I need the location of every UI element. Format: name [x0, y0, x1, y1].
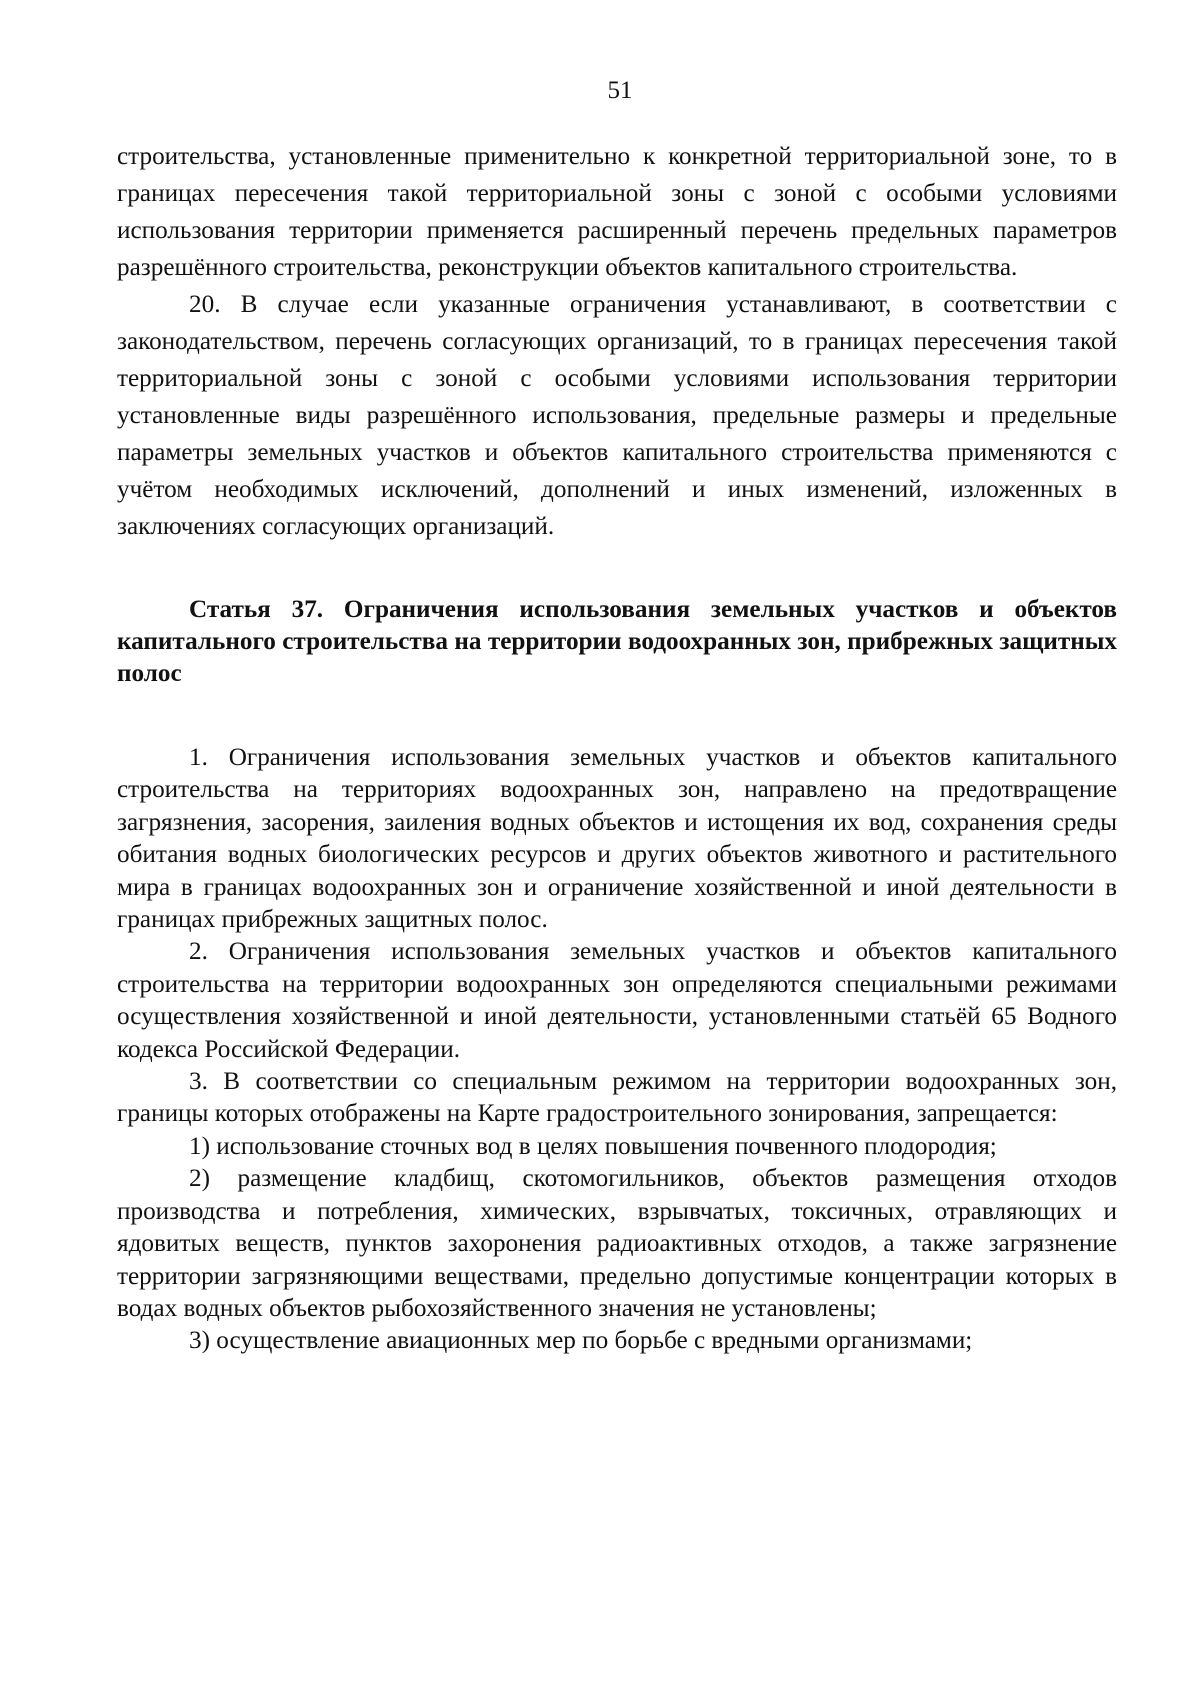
article-paragraph: 2. Ограничения использования земельных участков и объектов капитального строительства на территории водоохранных зон определяются специальными режимами осуществления хозяйственной и иной деятельности, установленными статьёй 65 Водного кодекса Российской Федерации. — [117, 938, 1117, 1063]
article-37-body — [117, 742, 1117, 1358]
page-number: 51 — [607, 77, 633, 104]
article-37-heading: Статья 37. Ограничения использования земельных участков и объектов капитального строительства на территории водоохранных зон, прибрежных защитных полос — [117, 596, 1117, 687]
list-item: 2) размещение кладбищ, скотомогильников, объектов размещения отходов производства и потребления, химических, взрывчатых, токсичных, отравляющих и ядовитых веществ, пунктов захоронения радиоактивных отходов, а также загрязнение территории загрязняющими веществами, предельно допустимые концентрации которых в водах водных объектов рыбохозяйственного значения не установлены; — [117, 1165, 1117, 1322]
article-paragraph: 1. Ограничения использования земельных участков и объектов капитального строительства на территориях водоохранных зон, направлено на предотвращение загрязнения, засорения, заиления водных объектов и истощения их вод, сохранения среды обитания водных биологических ресурсов и других объектов животного и растительного мира в границах водоохранных зон и ограничение хозяйственной и иной деятельности в границах прибрежных защитных полос. — [117, 744, 1117, 934]
continuation-paragraph: строительства, установленные применительно к конкретной территориальной зоне, то в границах пересечения такой территориальной зоны с зоной с особыми условиями использования территории применяется расширенный перечень предельных параметров разрешённого строительства, реконструкции объектов капитального строительства. — [117, 143, 1117, 281]
page-content — [117, 138, 1117, 1358]
list-item: 1) использование сточных вод в целях повышения почвенного плодородия; — [189, 1132, 997, 1160]
article-paragraph: 3. В соответствии со специальным режимом на территории водоохранных зон, границы которых отображены на Карте градостроительного зонирования, запрещается: — [117, 1068, 1117, 1128]
item-20-paragraph: 20. В случае если указанные ограничения устанавливают, в соответствии с законодательством, перечень согласующих организаций, то в границах пересечения такой территориальной зоны с зоной с особыми условиями использования территории установленные виды разрешённого использования, предельные размеры и предельные параметры земельных участков и объектов капитального строительства применяются с учётом необходимых исключений, дополнений и иных изменений, изложенных в заключениях согласующих организаций. — [117, 291, 1117, 540]
intro-section — [117, 138, 1117, 545]
list-item: 3) осуществление авиационных мер по борьбе с вредными организмами; — [189, 1327, 973, 1355]
